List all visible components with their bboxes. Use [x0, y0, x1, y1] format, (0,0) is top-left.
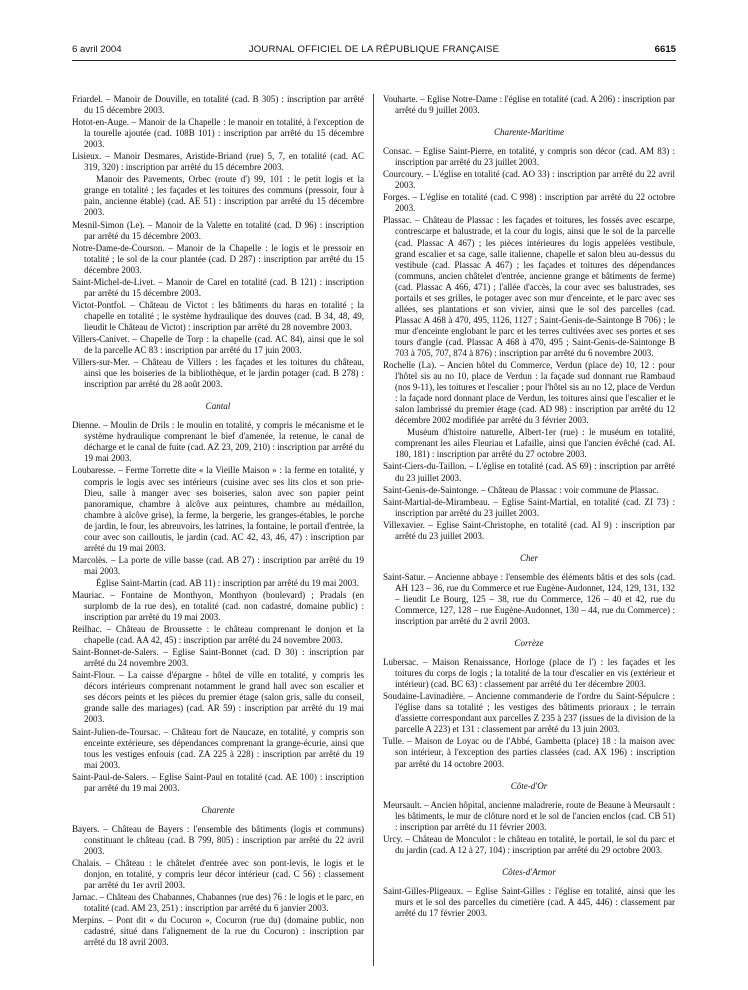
- department-heading: Cher: [519, 552, 539, 563]
- monument-entry: Lisieux. – Manoir Desmares, Aristide-Briand (rue) 5, 7, en totalité (cad. AC 319, 320) : inscription par arrêté du 15 décembre 2003.: [72, 151, 364, 173]
- journal-title: JOURNAL OFFICIEL DE LA RÉPUBLIQUE FRANÇAISE: [248, 44, 500, 55]
- monument-entry: Villers-Canivet. – Chapelle de Torp : la chapelle (cad. AC 84), ainsi que le sol de la parcelle AC 83 : inscription par arrêté du 17 juin 2003.: [72, 333, 364, 356]
- monument-entry: Bayers. – Château de Bayers : l'ensemble des bâtiments (logis et communs) constituant le château (cad. B 799, 805) : inscription par arrêté du 22 avril 2003.: [72, 823, 364, 856]
- monument-entry: Urcy. – Château de Monculot : le château en totalité, le portail, le sol du parc et du jardin (cad. A 12 à 27, 104) : inscription par arrêté du 29 octobre 2003.: [383, 833, 675, 855]
- monument-entry: Manoir des Pavements, Orbec (route d') 99, 101 : le petit logis et la grange en totalité ; les façades et les toitures des communs (pressoir, four à pain, ancienne étable) (cad. AE 51) : inscription par arrêté du 15 décembre 2003.: [84, 174, 364, 218]
- monument-entry: Notre-Dame-de-Courson. – Manoir de la Chapelle : le logis et le pressoir en totalité ; le sol de la cour plantée (cad. D 287) : inscription par arrêté du 15 décembre 2003.: [72, 242, 364, 275]
- monument-entry: Saint-Genis-de-Saintonge. – Château de Plassac : voir commune de Plassac.: [383, 484, 659, 495]
- department-heading: Charente-Maritime: [493, 127, 565, 138]
- monument-entry: Chalais. – Château : le châtelet d'entrée avec son pont-levis, le logis et le donjon, en totalité, y compris leur décor intérieur (cad. C 56) : classement par arrêté du 1er avril 2003.: [72, 858, 364, 891]
- monument-entry: Courcoury. – L'église en totalité (cad. AO 33) : inscription par arrêté du 22 avril 2003.: [383, 169, 675, 191]
- monument-entry: Jarnac. – Château des Chabannes, Chabannes (rue des) 76 : le logis et le parc, en totalité (cad. AM 23, 251) : inscription par arrêté du 6 janvier 2003.: [72, 892, 364, 914]
- monument-entry: Saint-Paul-de-Salers. – Eglise Saint-Paul en totalité (cad. AE 100) : inscription par arrêté du 19 mai 2003.: [72, 771, 364, 793]
- column-divider: [373, 94, 374, 966]
- monument-entry: Victot-Pontfol. – Château de Victot : les bâtiments du haras en totalité ; la chapelle en totalité ; le système hydraulique des douves (cad. B 34, 48, 49, lieudit le Château de Victot) : inscription par arrêté du 28 novembre 2003.: [72, 299, 364, 332]
- monument-entry: Villers-sur-Mer. – Château de Villers : les façades et les toitures du château, ainsi que les boiseries de la bibliothèque, et le jardin potager (cad. B 278) : inscription par arrêté du 28 août 2003.: [72, 357, 364, 390]
- monument-entry: Lubersac. – Maison Renaissance, Horloge (place de l') : les façades et les toitures du corps de logis ; la totalité de la tour d'escalier en vis (extérieur et intérieur) (cad. BC 63) : classement par arrêté du 1er décembre 2003.: [383, 657, 675, 690]
- monument-entry: Meursault. – Ancien hôpital, ancienne maladrerie, route de Beaune à Meursault : les bâtiments, le mur de clôture nord et le sol de l'ancien enclos (cad. CB 51) : inscription par arrêté du 11 février 2003.: [383, 799, 675, 832]
- department-heading: Côte-d'Or: [510, 780, 548, 791]
- monument-entry: Saint-Bonnet-de-Salers. – Eglise Saint-Bonnet (cad. D 30) : inscription par arrêté du 24 novembre 2003.: [72, 647, 364, 669]
- monument-entry: Loubaresse. – Ferme Torrette dite « la Vieille Maison » : la ferme en totalité, y compris le logis avec ses intérieurs (cuisine avec ses lits clos et son prie-Dieu, salle à manger avec ses boiseries, salon avec son papier peint panoramique, chambre à alcôve aux peintures, chambre au médaillon, chambre à alcôve grise), la ferme, la bergerie, les granges-étables, le porche de jardin, le four, les abreuvoirs, les latrines, la fontaine, le portail d'entrée, la cour avec son cailloutis, le jardin (cad. AC 42, 43, 46, 47) : inscription par arrêté du 19 mai 2003.: [72, 465, 364, 553]
- monument-entry: Reilhac. – Château de Broussette : le château comprenant le donjon et la chapelle (cad. AA 42, 45) : inscription par arrêté du 24 novembre 2003.: [72, 624, 364, 646]
- monument-entry: Muséum d'histoire naturelle, Albert-1er (rue) : le muséum en totalité, comprenant les ailes Fleuriau et Lafaille, ainsi que l'ancien évêché (cad. AL 180, 181) : inscription par arrêté du 27 octobre 2003.: [395, 427, 675, 460]
- monument-entry: Mesnil-Simon (Le). – Manoir de la Valette en totalité (cad. D 96) : inscription par arrêté du 15 décembre 2003.: [72, 219, 364, 241]
- monument-entry: Saint-Julien-de-Toursac. – Château fort de Naucaze, en totalité, y compris son enceinte extérieure, ses dépendances comprenant la grange-écurie, ainsi que tous les vestiges enfouis (cad. ZA 225 à 228) : inscription par arrêté du 19 mai 2003.: [72, 726, 364, 770]
- monument-entry: Église Saint-Martin (cad. AB 11) : inscription par arrêté du 19 mai 2003.: [96, 577, 359, 588]
- monument-entry: Tulle. – Maison de Loyac ou de l'Abbé, Gambetta (place) 18 : la maison avec son intérieur, à l'exception des parties classées (cad. AX 196) : inscription par arrêté du 14 octobre 2003.: [383, 736, 675, 769]
- monument-entry: Saint-Flour. – La caisse d'épargne - hôtel de ville en totalité, y compris les décors intérieurs comprenant notamment le grand hall avec son escalier et ses décors peints et les pièces du premier étage (salon gris, salle du conseil, grande salle des mariages) (cad. AR 59) : inscription par arrêté du 19 mai 2003.: [72, 670, 364, 725]
- monument-entry: Plassac. – Château de Plassac : les façades et toitures, les fossés avec escarpe, contrescarpe et balustrade, et la cour du logis, ainsi que le sol de la parcelle (cad. Plassac A 467) ; les pièces intérieures du logis appelées vestibule, grand escalier et sa cage, salle italienne, chapelle et salon bleu au-dessus du vestibule (cad. Plassac A 467) ; les façades et toitures des dépendances (communs, ancien châtelet d'entrée, ancienne grange et bâtiments de ferme) (cad. Plassac A 466, 471) ; l'allée d'accès, la cour avec ses balustrades, ses portails et ses grilles, le potager avec son mur d'enceinte, et le parc avec ses allées, ses plantations et son vivier, ainsi que le sol des parcelles (cad. Plassac A 468 à 470, 495, 1126, 1127 ; Saint-Genis-de-Saintonge B 706) ; le mur d'enceinte englobant le parc et les terres cultivées avec ses portes et ses tours d'angle (cad. Plassac A 468 à 470, 495 ; Saint-Genis-de-Saintonge B 703 à 705, 707, 874 à 876) : inscription par arrêté du 6 novembre 2003.: [383, 215, 675, 358]
- department-heading: Corrèze: [514, 638, 544, 649]
- header-date: 6 avril 2004: [72, 44, 122, 55]
- monument-entry: Saint-Gilles-Pligeaux. – Eglise Saint-Gilles : l'église en totalité, ainsi que les murs et le sol des parcelles du cimetière (cad. A 445, 446) : classement par arrêté du 17 février 2003.: [383, 885, 675, 918]
- header-rule: [72, 60, 676, 61]
- page-header: [72, 44, 676, 58]
- monument-entry: Soudaine-Lavinadière. – Ancienne commanderie de l'ordre du Saint-Sépulcre : l'église dans sa totalité ; les vestiges des bâtiments prioraux ; le terrain d'assiette correspondant aux parcelles Z 235 à 237 (issues de la division de la parcelle A 223) et 131 : classement par arrêté du 13 juin 2003.: [383, 691, 675, 735]
- department-heading: Charente: [201, 804, 235, 815]
- monument-entry: Forges. – L'église en totalité (cad. C 998) : inscription par arrêté du 22 octobre 2003.: [383, 192, 675, 214]
- monument-entry: Marcolès. – La porte de ville basse (cad. AB 27) : inscription par arrêté du 19 mai 2003.: [72, 554, 364, 576]
- monument-entry: Rochelle (La). – Ancien hôtel du Commerce, Verdun (place de) 10, 12 : pour l'hôtel sis au no 10, place de Verdun : la façade sud donnant rue Rambaud (nos 9-11), les toitures et l'escalier ; pour l'hôtel sis au no 12, place de Verdun : la façade nord donnant place de Verdun, les toitures ainsi que l'escalier et le salon lambrissé du premier étage (cad. AD 98) : inscription par arrêté du 12 décembre 2002 modifiée par arrêté du 3 février 2003.: [383, 360, 675, 426]
- monument-entry: Saint-Michel-de-Livet. – Manoir de Carel en totalité (cad. B 121) : inscription par arrêté du 15 décembre 2003.: [72, 276, 364, 298]
- monument-entry: Saint-Martial-de-Mirambeau. – Eglise Saint-Martial, en totalité (cad. ZI 73) : inscription par arrêté du 23 juillet 2003.: [383, 496, 675, 518]
- right-column: [383, 94, 675, 920]
- department-heading: Cantal: [205, 401, 231, 412]
- monument-entry: Hotot-en-Auge. – Manoir de la Chapelle : le manoir en totalité, à l'exception de la tourelle ajoutée (cad. 108B 101) : inscription par arrêté du 15 décembre 2003.: [72, 117, 364, 150]
- monument-entry: Saint-Satur. – Ancienne abbaye : l'ensemble des éléments bâtis et des sols (cad. AH 123 – 36, rue du Commerce et rue Eugène-Audonnet, 124, 129, 131, 132 – lieudit Le Bourg, 125 – 38, rue du Commerce, 126 – 40 et 42, rue du Commerce, 127, 128 – rue Eugène-Audonnet, 130 – 44, rue du Commerce) : inscription par arrêté du 2 avril 2003.: [383, 571, 675, 627]
- monument-entry: Mauriac. – Fontaine de Monthyon, Monthyon (boulevard) ; Pradals (en surplomb de la rue des), en totalité (cad. non cadastré, domaine public) : inscription par arrêté du 19 mai 2003.: [72, 589, 364, 623]
- monument-entry: Friardel. – Manoir de Douville, en totalité (cad. B 305) : inscription par arrêté du 15 décembre 2003.: [72, 94, 364, 116]
- department-heading: Côtes-d'Armor: [502, 866, 556, 877]
- monument-entry: Villexavier. – Eglise Saint-Christophe, en totalité (cad. AI 9) : inscription par arrêté du 23 juillet 2003.: [383, 519, 675, 541]
- left-column: [72, 94, 364, 949]
- monument-entry: Dienne. – Moulin de Drils : le moulin en totalité, y compris le mécanisme et le système hydraulique comprenant le bief d'amenée, la retenue, le canal de décharge et le canal de fuite (cad. AZ 23, 209, 210) : inscription par arrêté du 19 mai 2003.: [72, 420, 364, 464]
- monument-entry: Saint-Ciers-du-Taillon. – L'église en totalité (cad. AS 69) : inscription par arrêté du 23 juillet 2003.: [383, 461, 675, 483]
- monument-entry: Merpins. – Pont dit « du Cocuron », Cocuron (rue du) (domaine public, non cadastré, situé dans l'alignement de la rue du Cocuron) : inscription par arrêté du 18 avril 2003.: [72, 915, 364, 948]
- page-number: 6615: [654, 44, 676, 55]
- monument-entry: Consac. – Eglise Saint-Pierre, en totalité, y compris son décor (cad. AM 83) : inscription par arrêté du 23 juillet 2003.: [383, 146, 675, 168]
- monument-entry: Vouharte. – Eglise Notre-Dame : l'église en totalité (cad. A 206) : inscription par arrêté du 9 juillet 2003.: [383, 94, 675, 116]
